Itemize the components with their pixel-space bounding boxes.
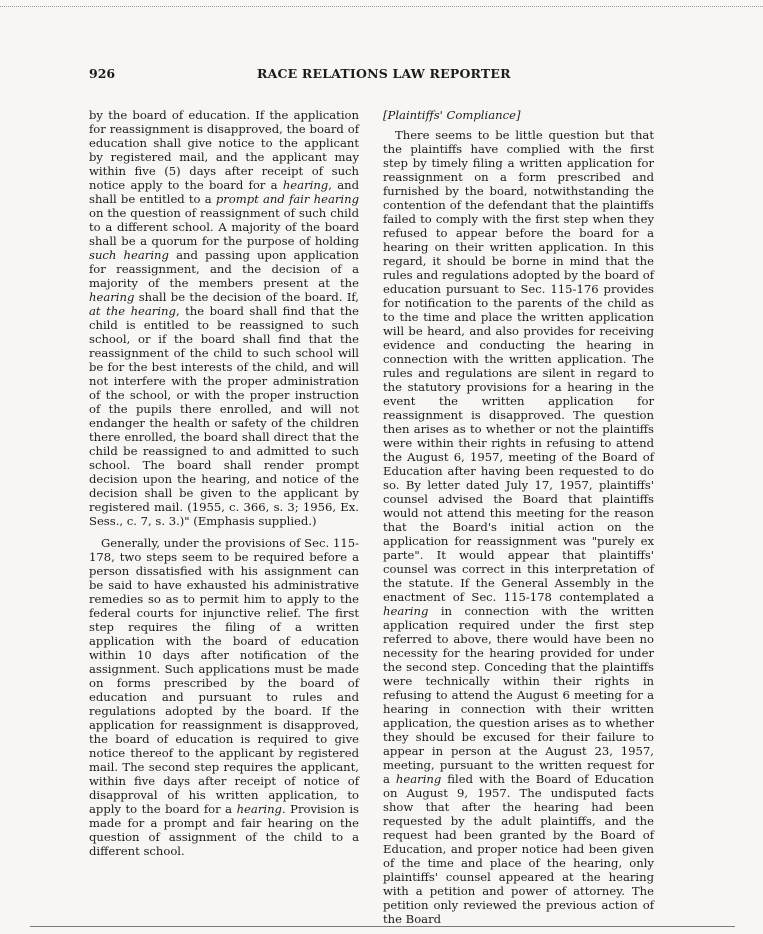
statute-quote-continuation: by the board of education. If the application for reassignment is disapproved, the board of education shall give notice to the applicant by registered mail, and the applicant may within five (5) days after receipt of such notice apply to the board for a hearing, and shall be entitled to a prompt and fair hearing on the question of reassignment of such child to a different school. A majority of the board shall be a quorum for the purpose of holding such hearing and passing upon application for reassignment, and the decision of a majority of the members present at the hearing shall be the decision of the board. If, at the hearing, the board shall find that the child is entitled to be reassigned to such school, or if the board shall find that the reassignment of the child to such school will be for the best interests of the child, and will not interfere with the proper administration of the school, or with the proper instruction of the pupils there enrolled, and will not endanger the health or safety of the children there enrolled, the board shall direct that the child be reassigned to and admitted to such school. The board shall render prompt decision upon the hearing, and notice of the decision shall be given to the applicant by registered mail. (1955, c. 366, s. 3; 1956, Ex. Sess., c. 7, s. 3.)" (Emphasis supplied.) (89, 108, 360, 528)
bottom-rule (30, 926, 735, 927)
page-header (89, 66, 659, 84)
page-number: 926 (89, 66, 116, 81)
emphasis-text: at the hearing (89, 304, 176, 318)
running-head: RACE RELATIONS LAW REPORTER (257, 66, 511, 81)
emphasis-text: such hearing (89, 248, 169, 262)
top-dotted-rule (0, 6, 763, 7)
emphasis-text: hearing (395, 772, 442, 786)
emphasis-text: hearing (383, 604, 429, 618)
emphasis-text: hearing (236, 802, 282, 816)
generally-paragraph: Generally, under the provisions of Sec. 115-178, two steps seem to be required before a person dissatisfied with his assignment can be said to have exhausted his administrative remedies so as to permit him to apply to the federal courts for injunctive relief. The first step requires the filing of a written application with the board of education within 10 days after notification of the assignment. Such applications must be made on forms prescribed by the board of education and pursuant to rules and regulations adopted by the board. If the application for reassignment is disapproved, the board of education is required to give notice thereof to the applicant by registered mail. The second step requires the applicant, within five days after receipt of notice of disapproval of his written application, to apply to the board for a hearing. Provision is made for a prompt and fair hearing on the question of assignment of the child to a different school. (89, 536, 359, 858)
emphasis-text: hearing (282, 178, 329, 192)
right-column (383, 108, 654, 926)
emphasis-text: hearing (89, 290, 135, 304)
emphasis-text: prompt and fair hearing (215, 192, 359, 206)
left-column (89, 108, 359, 858)
section-heading: [Plaintiffs' Compliance] (383, 108, 521, 122)
compliance-paragraph: There seems to be little question but that the plaintiffs have complied with the first step by timely filing a written application for reassignment on a form prescribed and furnished by the board, notwithstanding the contention of the defendant that the plaintiffs failed to comply with the first step when they refused to appear before the board for a hearing on their written application. In this regard, it should be borne in mind that the rules and regulations adopted by the board of education pursuant to Sec. 115-176 provides for notification to the parents of the child as to the time and place the written application will be heard, and also provides for receiving evidence and conducting the hearing in connection with the written application. The rules and regulations are silent in regard to the statutory provisions for a hearing in the event the written application for reassignment is disapproved. The question then arises as to whether or not the plaintiffs were within their rights in refusing to attend the August 6, 1957, meeting of the Board of Education after having been requested to do so. By letter dated July 17, 1957, plaintiffs' counsel advised the Board that plaintiffs would not attend this meeting for the reason that the Board's initial action on the application for reassignment was "purely ex parte". It would appear that plaintiffs' counsel was correct in this interpretation of the statute. If the General Assembly in the enactment of Sec. 115-178 contemplated a hearing in connection with the written application required under the first step referred to above, there would have been no necessity for the hearing provided for under the second step. Conceding that the plaintiffs were technically within their rights in refusing to attend the August 6 meeting for a hearing in connection with their written application, the question arises as to whether they should be excused for their failure to appear in person at the August 23, 1957, meeting, pursuant to the written request for a hearing filed with the Board of Education on August 9, 1957. The undisputed facts show that after the hearing had been requested by the adult plaintiffs, and the request had been granted by the Board of Education, and proper notice had been given of the time and place of the hearing, only plaintiffs' counsel appeared at the hearing with a petition and power of attorney. The petition only reviewed the previous action of the Board (383, 128, 654, 926)
